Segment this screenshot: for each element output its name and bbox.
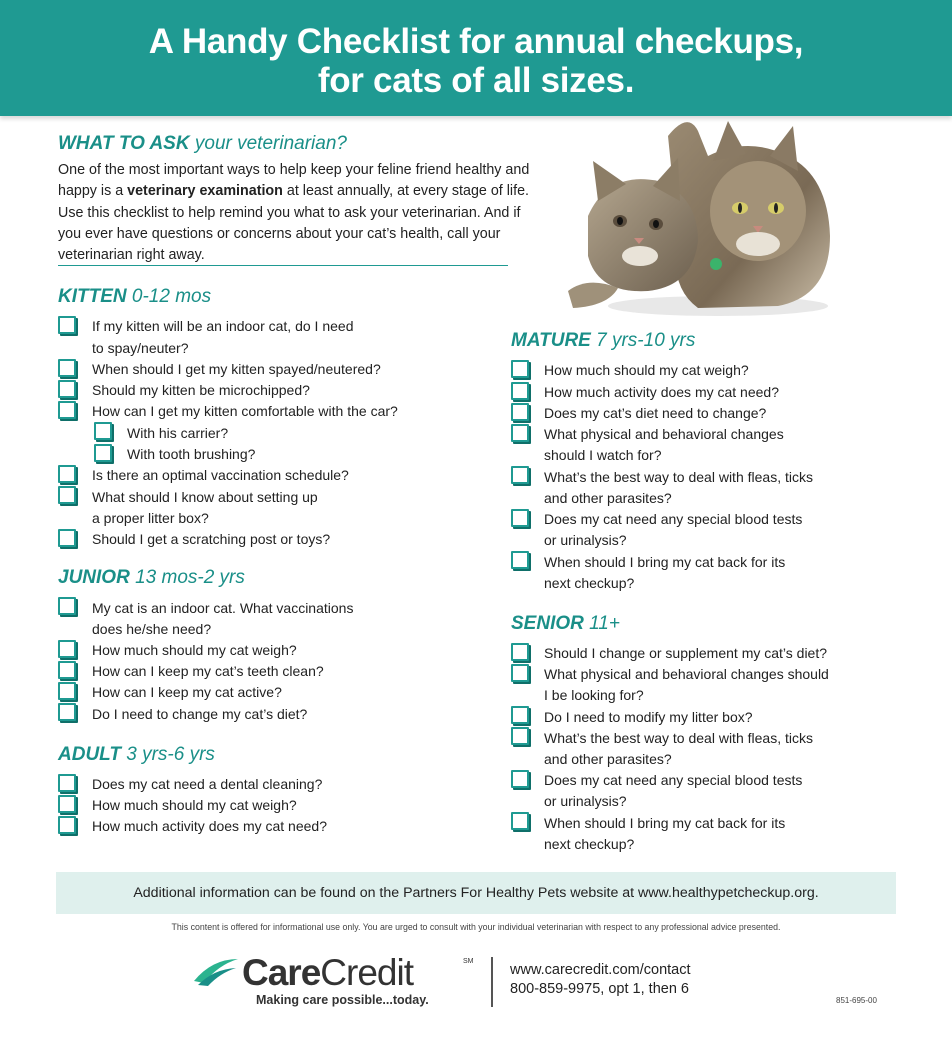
carecredit-swoosh-logo (192, 955, 240, 987)
info-text: Additional information can be found on the Partners For Healthy Pets website at www.healthypetcheckup.org. (133, 885, 819, 901)
checkbox-icon[interactable] (58, 816, 76, 834)
list-item: Should I get a scratching post or toys? (92, 531, 331, 547)
checkbox-icon[interactable] (58, 380, 76, 398)
title-line-2: for cats of all sizes. (317, 61, 635, 100)
carecredit-logo-text: CareCredit (242, 952, 413, 993)
info-banner (56, 872, 896, 914)
list-item: or urinalysis? (544, 532, 627, 548)
checkbox-icon[interactable] (511, 812, 529, 830)
list-item: How much activity does my cat need? (544, 384, 779, 400)
checkbox-icon[interactable] (511, 403, 529, 421)
list-item: With tooth brushing? (127, 446, 256, 462)
checkbox-icon[interactable] (94, 444, 112, 462)
list-item: What should I know about setting up (92, 489, 318, 505)
senior-heading: SENIOR 11+ (511, 613, 620, 634)
checkbox-icon[interactable] (58, 597, 76, 615)
contact-url[interactable]: www.carecredit.com/contact (510, 962, 691, 978)
list-item: When should I bring my cat back for its (544, 554, 786, 570)
mature-heading: MATURE 7 yrs-10 yrs (511, 330, 696, 351)
list-item: What’s the best way to deal with fleas, ticks (544, 730, 813, 746)
list-item: should I watch for? (544, 447, 662, 463)
checkbox-icon[interactable] (511, 360, 529, 378)
list-item: next checkup? (544, 836, 635, 852)
checkbox-icon[interactable] (58, 529, 76, 547)
checkbox-icon[interactable] (94, 422, 112, 440)
checkbox-icon[interactable] (58, 682, 76, 700)
list-item: or urinalysis? (544, 793, 627, 809)
checkbox-icon[interactable] (58, 486, 76, 504)
list-item: Do I need to change my cat’s diet? (92, 706, 308, 722)
service-mark: SM (463, 958, 474, 965)
checkbox-icon[interactable] (511, 424, 529, 442)
list-item: Does my cat need a dental cleaning? (92, 776, 323, 792)
title-line-1: A Handy Checklist for annual checkups, (148, 22, 804, 61)
list-item: Should my kitten be microchipped? (92, 382, 310, 398)
list-item: How much activity does my cat need? (92, 818, 327, 834)
list-item: When should I bring my cat back for its (544, 815, 786, 831)
list-item: next checkup? (544, 575, 635, 591)
list-item: How can I keep my cat active? (92, 684, 282, 700)
checkbox-icon[interactable] (58, 316, 76, 334)
checkbox-icon[interactable] (511, 509, 529, 527)
section-divider (58, 265, 508, 266)
list-item: How can I get my kitten comfortable with the car? (92, 403, 398, 419)
checkbox-icon[interactable] (511, 643, 529, 661)
logo-tagline: Making care possible...today. (256, 993, 429, 1007)
list-item: How can I keep my cat’s teeth clean? (92, 663, 324, 679)
list-item: With his carrier? (127, 425, 229, 441)
checkbox-icon[interactable] (58, 703, 76, 721)
list-item: If my kitten will be an indoor cat, do I need (92, 318, 354, 334)
checkbox-icon[interactable] (58, 465, 76, 483)
list-item: Do I need to modify my litter box? (544, 709, 753, 725)
list-item: My cat is an indoor cat. What vaccinations (92, 600, 354, 616)
list-item: does he/she need? (92, 621, 212, 637)
list-item: a proper litter box? (92, 510, 209, 526)
list-item: Does my cat’s diet need to change? (544, 405, 767, 421)
logo-divider (491, 957, 493, 1007)
kitten-heading: KITTEN 0-12 mos (58, 286, 212, 307)
checkbox-icon[interactable] (511, 466, 529, 484)
list-item: Is there an optimal vaccination schedule? (92, 467, 349, 483)
checkbox-icon[interactable] (58, 795, 76, 813)
list-item: and other parasites? (544, 751, 672, 767)
junior-heading: JUNIOR 13 mos-2 yrs (58, 567, 245, 588)
checkbox-icon[interactable] (58, 401, 76, 419)
adult-heading: ADULT 3 yrs-6 yrs (58, 744, 215, 765)
disclaimer-text: This content is offered for informational use only. You are urged to consult with your individual veterinarian with respect to any professional advice presented. (171, 922, 781, 932)
checkbox-icon[interactable] (511, 664, 529, 682)
list-item: How much should my cat weigh? (92, 797, 297, 813)
list-item: to spay/neuter? (92, 340, 189, 356)
checkbox-icon[interactable] (511, 727, 529, 745)
list-item: What physical and behavioral changes (544, 426, 784, 442)
checkbox-icon[interactable] (58, 640, 76, 658)
contact-phone: 800-859-9975, opt 1, then 6 (510, 981, 689, 997)
checkbox-icon[interactable] (58, 359, 76, 377)
list-item: What physical and behavioral changes should (544, 666, 829, 682)
list-item: Should I change or supplement my cat’s diet? (544, 645, 828, 661)
what-to-ask-heading: WHAT TO ASK your veterinarian? (58, 133, 347, 154)
list-item: Does my cat need any special blood tests (544, 511, 803, 527)
checkbox-icon[interactable] (511, 382, 529, 400)
document-code: 851-695-00 (836, 996, 877, 1005)
header-banner (0, 0, 952, 116)
checkbox-icon[interactable] (58, 774, 76, 792)
list-item: How much should my cat weigh? (92, 642, 297, 658)
checkbox-icon[interactable] (511, 551, 529, 569)
intro-paragraph: One of the most important ways to help keep your feline friend healthy and happy is a veterinary examination at least annually, at every stage of life. Use this checklist to help remind you what to ask your veterinarian. And if you ever have questions or concerns about your cat’s health, call your veterinarian right away. (58, 162, 530, 264)
list-item: When should I get my kitten spayed/neutered? (92, 361, 381, 377)
checkbox-icon[interactable] (511, 706, 529, 724)
list-item: Does my cat need any special blood tests (544, 772, 803, 788)
list-item: What’s the best way to deal with fleas, ticks (544, 469, 813, 485)
list-item: and other parasites? (544, 490, 672, 506)
cat-kitten-photo (548, 116, 830, 316)
list-item: How much should my cat weigh? (544, 362, 749, 378)
checkbox-icon[interactable] (511, 770, 529, 788)
list-item: I be looking for? (544, 687, 644, 703)
checkbox-icon[interactable] (58, 661, 76, 679)
